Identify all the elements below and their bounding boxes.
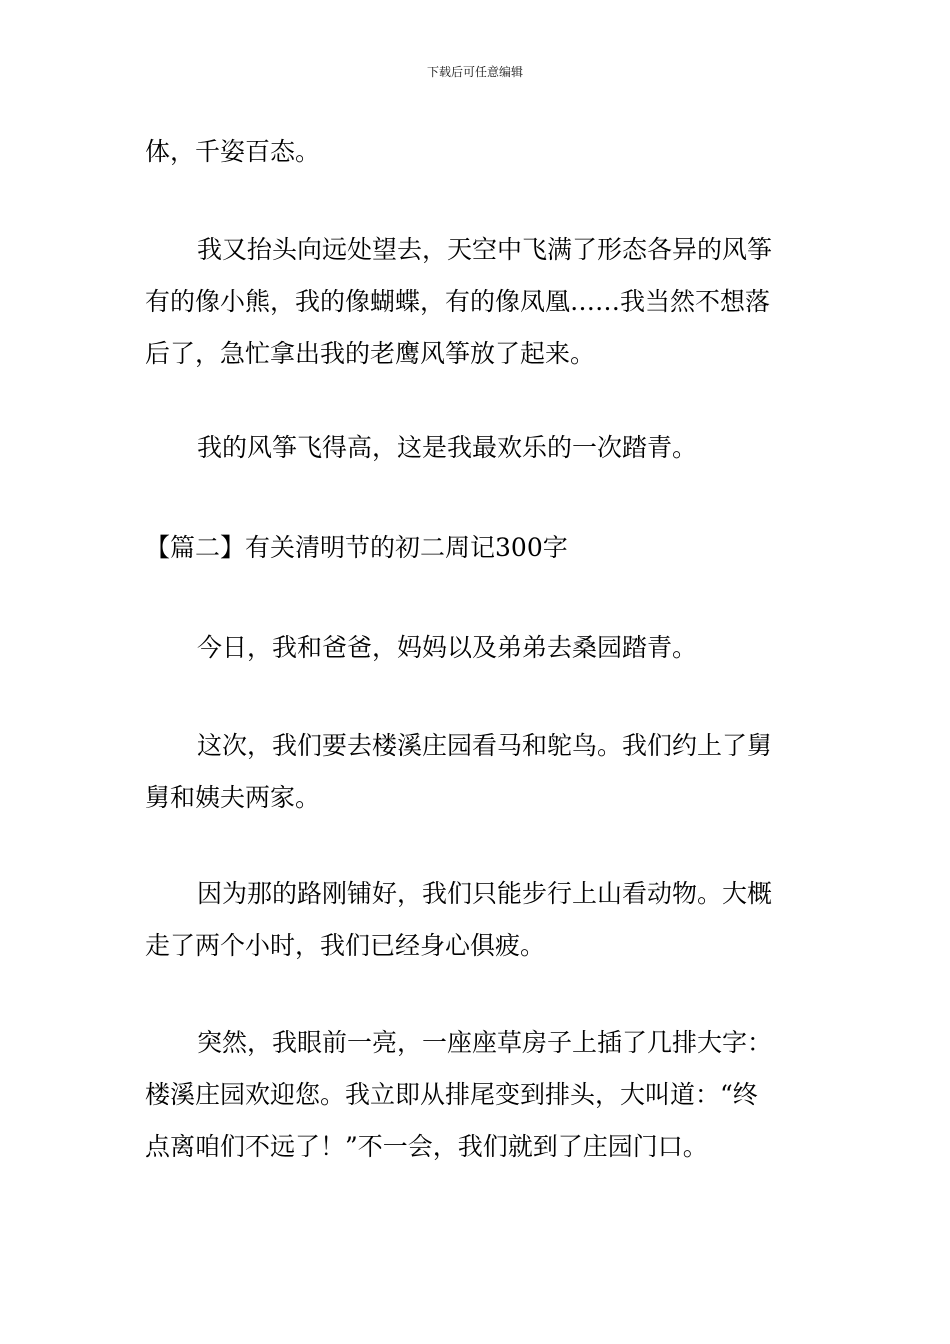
page-header: 下载后可任意编辑 xyxy=(426,65,523,79)
paragraph-line: 今日，我和爸爸，妈妈以及弟弟去桑园踏青。 xyxy=(197,633,698,662)
paragraph-line: 后了，急忙拿出我的老鹰风筝放了起来。 xyxy=(145,339,596,368)
section-heading xyxy=(145,522,815,574)
paragraph-line: 有的像小熊，我的像蝴蝶，有的像凤凰……我当然不想落 xyxy=(145,287,771,316)
paragraph-line: 因为那的路刚铺好，我们只能步行上山看动物。大概 xyxy=(197,879,773,908)
paragraph-line: 我的风筝飞得高，这是我最欢乐的一次踏青。 xyxy=(197,433,698,462)
paragraph-continuation xyxy=(145,126,815,178)
paragraph-road xyxy=(145,868,815,972)
paragraph-line: 这次，我们要去楼溪庄园看马和鸵鸟。我们约上了舅 xyxy=(197,731,773,760)
paragraph-happiest xyxy=(145,422,815,474)
paragraph-suddenly xyxy=(145,1017,815,1173)
paragraph-line: 走了两个小时，我们已经身心俱疲。 xyxy=(145,931,546,960)
paragraph-kites xyxy=(145,224,815,380)
paragraph-this-time xyxy=(145,720,815,824)
section-heading-text: 【篇二】有关清明节的初二周记300字 xyxy=(145,533,568,562)
paragraph-line: 突然，我眼前一亮，一座座草房子上插了几排大字： xyxy=(197,1028,773,1057)
paragraph-line: 我又抬头向远处望去，天空中飞满了形态各异的风筝 xyxy=(197,235,773,264)
paragraph-today xyxy=(145,622,815,674)
paragraph-line: 楼溪庄园欢迎您。我立即从排尾变到排头，大叫道：“终 xyxy=(145,1080,758,1109)
paragraph-line: 舅和姨夫两家。 xyxy=(145,783,321,812)
paragraph-line: 体，千姿百态。 xyxy=(145,137,321,166)
paragraph-line: 点离咱们不远了！”不一会，我们就到了庄园门口。 xyxy=(145,1132,708,1161)
